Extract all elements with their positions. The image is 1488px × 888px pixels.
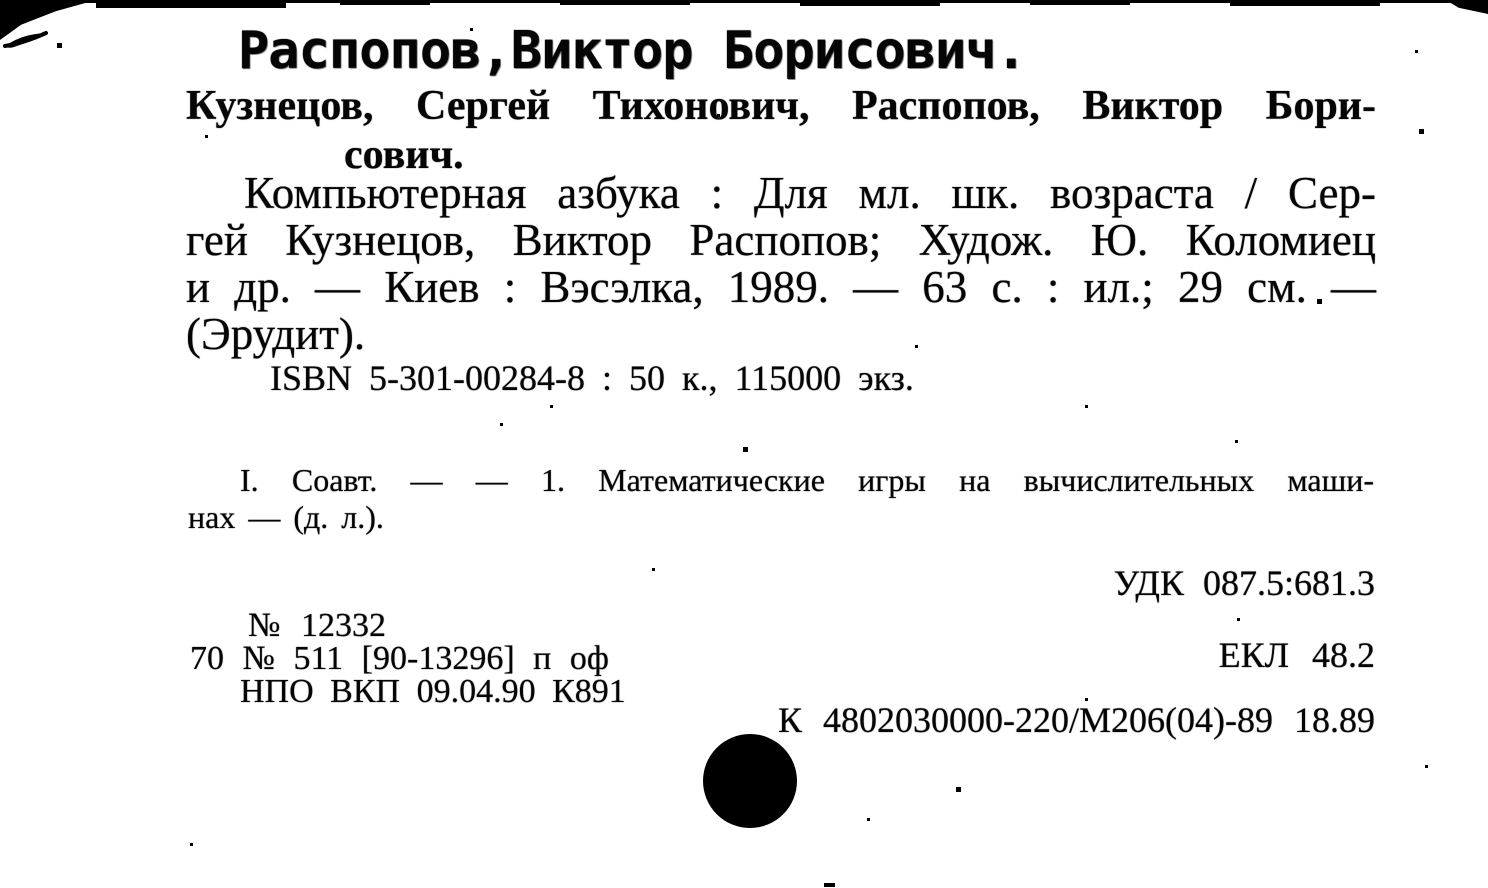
hole-punch bbox=[703, 734, 797, 828]
isbn-line: ISBN 5-301-00284-8 : 50 к., 115000 экз. bbox=[270, 358, 914, 398]
tracing-line: I. Соавт. — — 1. Математические игры на вычислительных маши- bbox=[240, 462, 1374, 498]
author-heading-continuation: сович. bbox=[344, 132, 464, 178]
scan-edge-artifact bbox=[1230, 0, 1380, 6]
card-heading-typed: Распопов,Виктор Борисович. bbox=[238, 21, 1026, 81]
description-line: (Эрудит). bbox=[186, 309, 366, 359]
catalog-order-code: К 4802030000-220/М206(04)-89 18.89 bbox=[778, 700, 1375, 740]
scan-edge-artifact bbox=[560, 0, 690, 5]
scan-speck-dash bbox=[824, 883, 835, 887]
scan-edge-artifact bbox=[96, 0, 286, 8]
author-heading-line: Кузнецов, Сергей Тихонович, Распопов, Виктор Бори- bbox=[186, 83, 1376, 129]
processing-stamp: НПО ВКП 09.04.90 К891 bbox=[240, 673, 626, 710]
pen-mark bbox=[2, 24, 72, 58]
scan-edge-artifact bbox=[340, 0, 430, 5]
description-line: гей Кузнецов, Виктор Распопов; Худож. Ю. Коломиец bbox=[186, 215, 1376, 265]
description-line: Компьютерная азбука : Для мл. шк. возраста / Сер- bbox=[244, 168, 1376, 218]
tracing-line: нах — (д. л.). bbox=[188, 499, 384, 535]
classification-code: ЕКЛ 48.2 bbox=[1218, 635, 1375, 675]
accession-number: № 12332 bbox=[248, 607, 386, 644]
scan-corner-artifact bbox=[1446, 0, 1488, 14]
scan-edge-artifact bbox=[800, 0, 940, 6]
description-line: и др. — Киев : Вэсэлка, 1989. — 63 с. : ил.; 29 см. — bbox=[186, 262, 1376, 312]
accession-entry: 70 № 511 [90-13296] п оф bbox=[190, 640, 609, 677]
udc-number: УДК 087.5:681.3 bbox=[1113, 563, 1375, 603]
scan-edge-artifact bbox=[1030, 0, 1130, 5]
